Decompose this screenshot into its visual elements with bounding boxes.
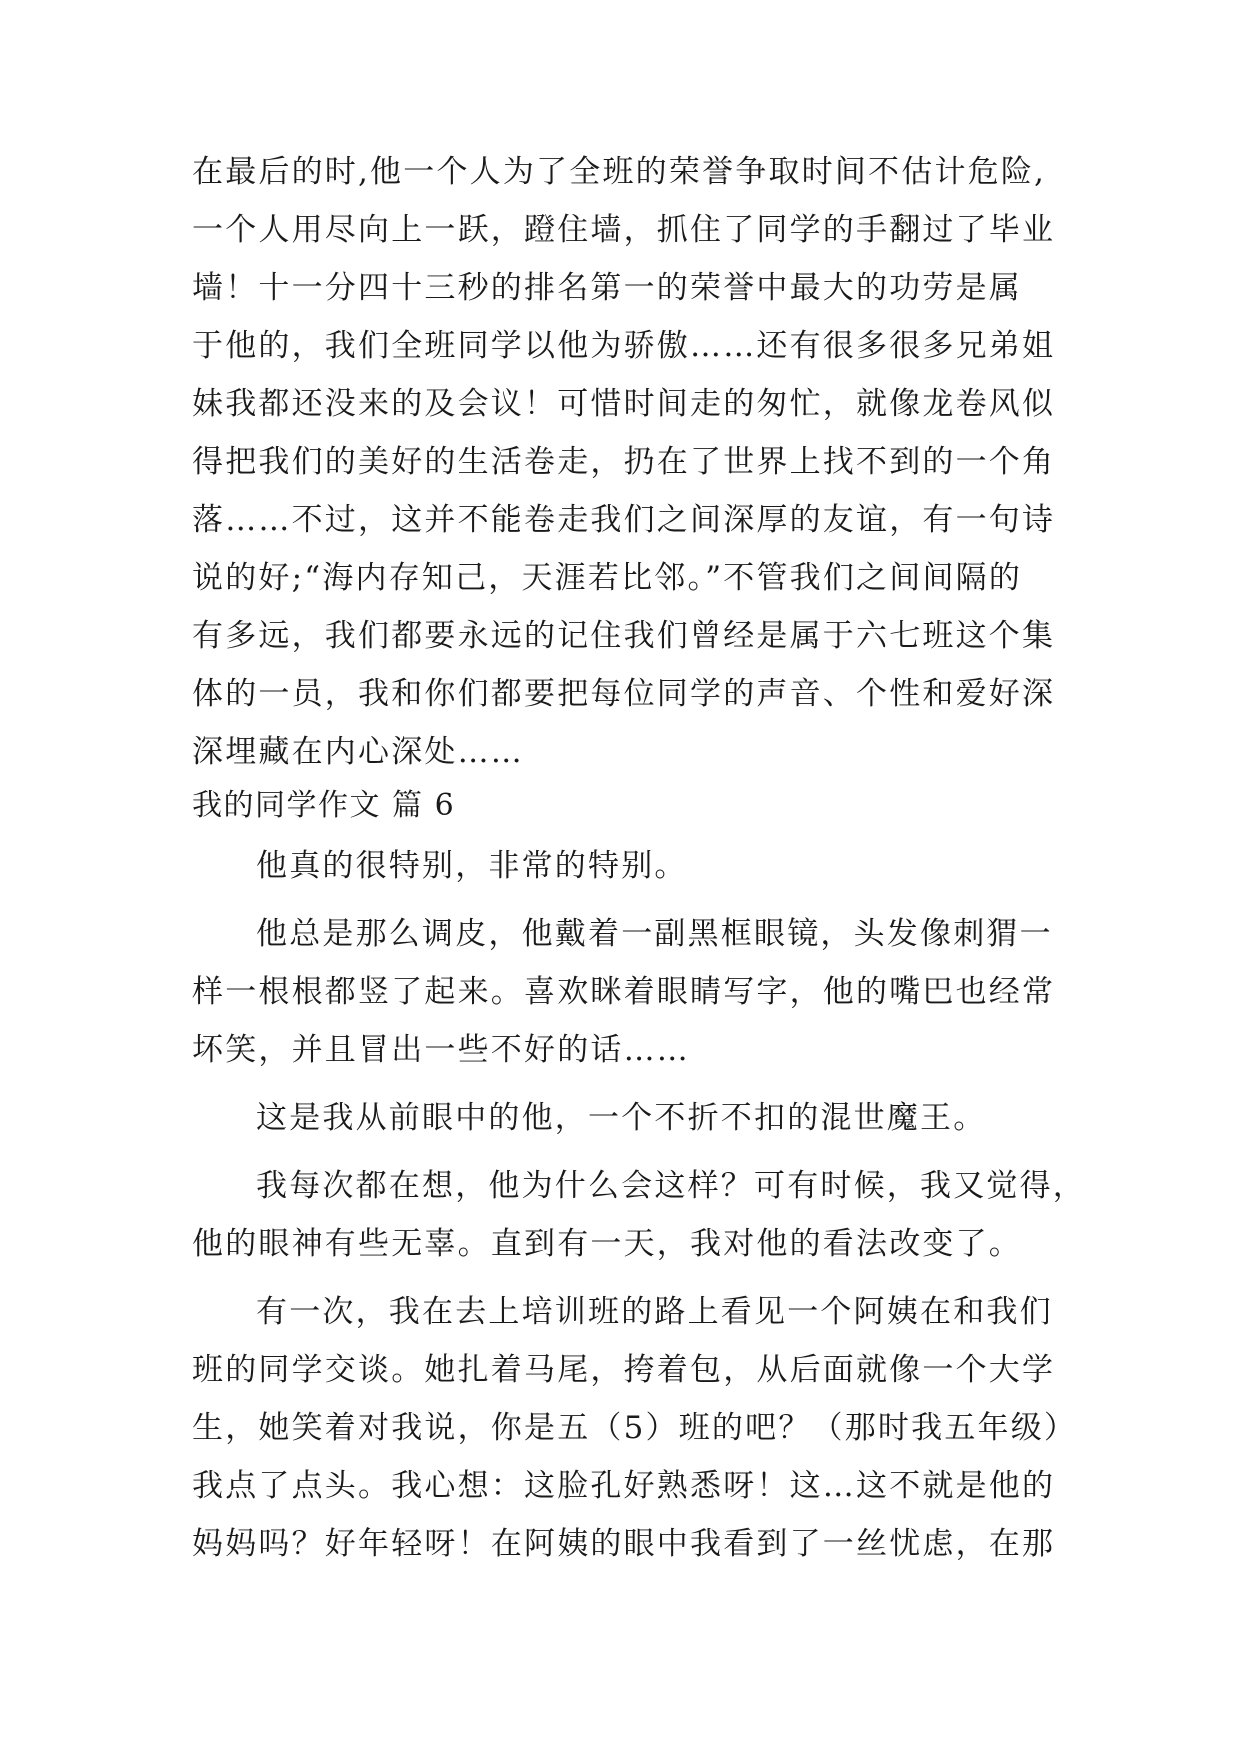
section-heading: 我的同学作文 篇 6 bbox=[192, 788, 456, 823]
text-line: 他真的很特别，非常的特别。 bbox=[256, 848, 688, 884]
text-line: 有一次，我在去上培训班的路上看见一个阿姨在和我们 bbox=[256, 1294, 1053, 1330]
text-line: 在最后的时,他一个人为了全班的荣誉争取时间不估计危险, bbox=[192, 154, 1047, 190]
text-line: 坏笑，并且冒出一些不好的话…… bbox=[192, 1032, 690, 1068]
text-line: 有多远，我们都要永远的记住我们曾经是属于六七班这个集 bbox=[192, 618, 1056, 654]
text-line: 他的眼神有些无辜。直到有一天，我对他的看法改变了。 bbox=[192, 1226, 1022, 1262]
text-line: 妹我都还没来的及会议！可惜时间走的匆忙，就像龙卷风似 bbox=[192, 386, 1056, 422]
text-line: 这是我从前眼中的他，一个不折不扣的混世魔王。 bbox=[256, 1100, 987, 1136]
text-line: 他总是那么调皮，他戴着一副黑框眼镜，头发像刺猬一 bbox=[256, 916, 1053, 952]
text-line: 我每次都在想，他为什么会这样？可有时候，我又觉得， bbox=[256, 1168, 1086, 1204]
text-line: 妈妈吗？好年轻呀！在阿姨的眼中我看到了一丝忧虑，在那 bbox=[192, 1526, 1056, 1562]
text-line: 一个人用尽向上一跃，蹬住墙，抓住了同学的手翻过了毕业 bbox=[192, 212, 1056, 248]
text-line: 于他的，我们全班同学以他为骄傲……还有很多很多兄弟姐 bbox=[192, 328, 1056, 364]
text-line: 体的一员，我和你们都要把每位同学的声音、个性和爱好深 bbox=[192, 676, 1056, 712]
text-line: 落……不过，这并不能卷走我们之间深厚的友谊，有一句诗 bbox=[192, 502, 1056, 538]
text-line: 我点了点头。我心想：这脸孔好熟悉呀！这…这不就是他的 bbox=[192, 1468, 1056, 1504]
text-line: 说的好;“海内存知己，天涯若比邻。”不管我们之间间隔的 bbox=[192, 560, 1023, 596]
text-line: 班的同学交谈。她扎着马尾，挎着包，从后面就像一个大学 bbox=[192, 1352, 1056, 1388]
text-line: 得把我们的美好的生活卷走，扔在了世界上找不到的一个角 bbox=[192, 444, 1056, 480]
text-line: 生，她笑着对我说，你是五（5）班的吧？（那时我五年级） bbox=[192, 1410, 1078, 1446]
text-line: 样一根根都竖了起来。喜欢眯着眼睛写字，他的嘴巴也经常 bbox=[192, 974, 1056, 1010]
text-line: 墙！十一分四十三秒的排名第一的荣誉中最大的功劳是属 bbox=[192, 270, 1022, 306]
text-line: 深埋藏在内心深处…… bbox=[192, 734, 524, 770]
